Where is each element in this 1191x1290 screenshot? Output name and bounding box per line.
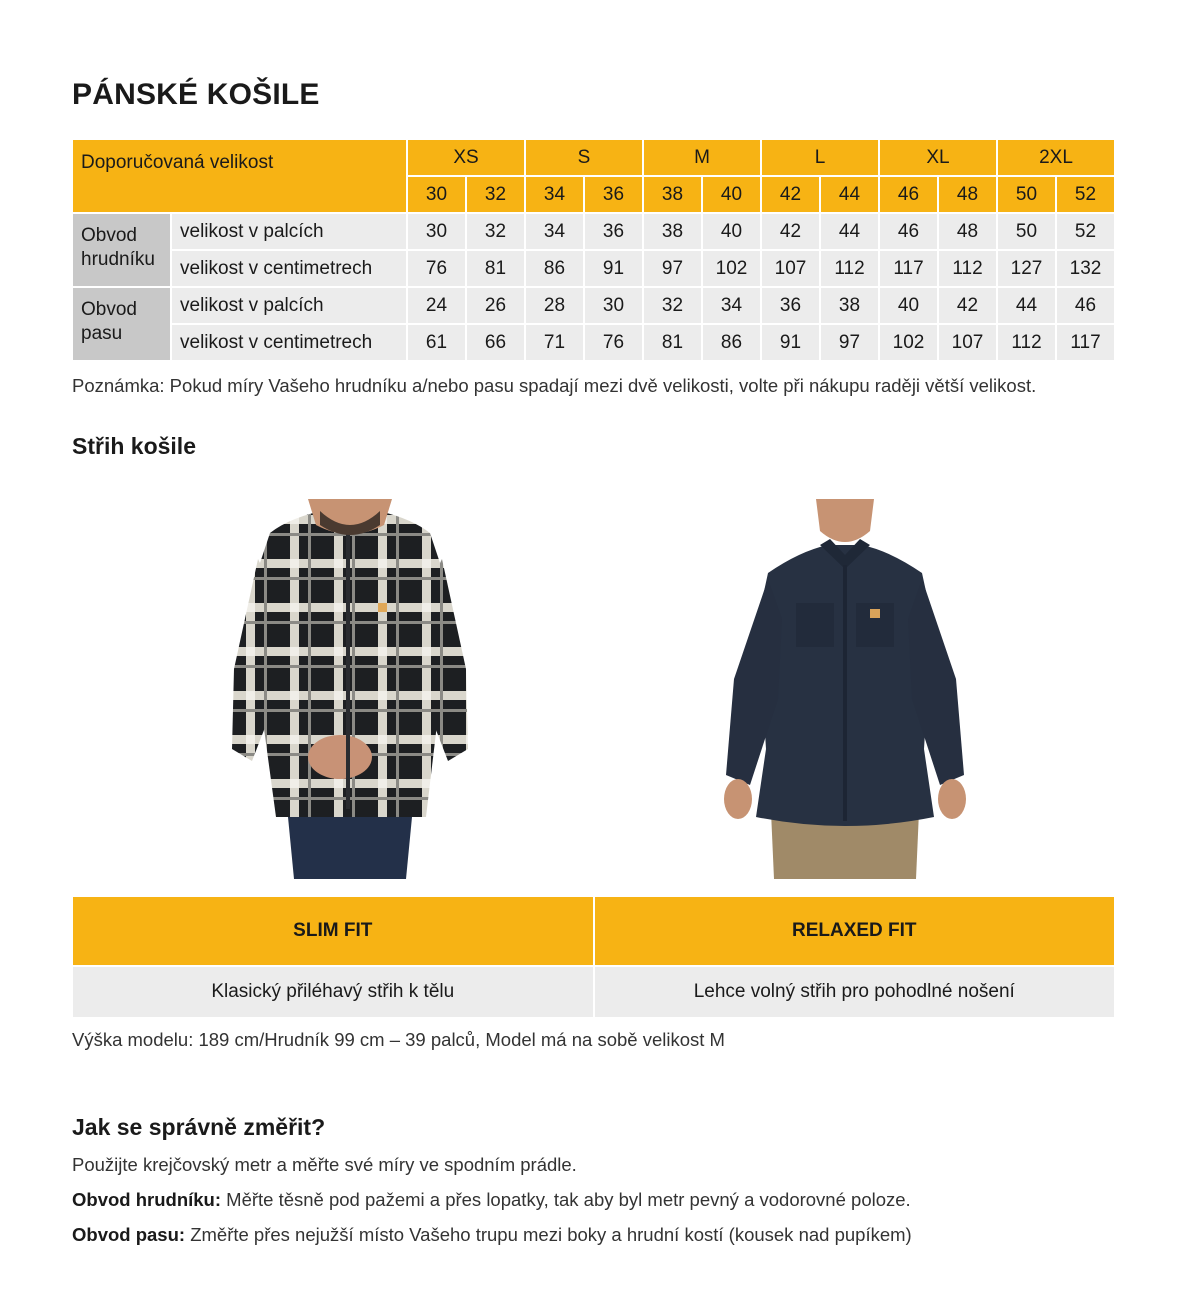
- table-cell: 28: [526, 288, 583, 323]
- recommended-size-label: Doporučovaná velikost: [73, 140, 406, 212]
- size-number: 36: [585, 177, 642, 212]
- table-cell: 102: [703, 251, 760, 286]
- page-title: PÁNSKÉ KOŠILE: [72, 78, 320, 111]
- table-cell: 86: [703, 325, 760, 360]
- size-table: [71, 138, 1116, 362]
- size-group-xs: XS: [408, 140, 524, 175]
- table-cell: 102: [880, 325, 937, 360]
- measure-chest-text: Měřte těsně pod pažemi a přes lopatky, tak aby byl metr pevný a vodorovné poloze.: [226, 1189, 911, 1210]
- table-cell: 30: [585, 288, 642, 323]
- size-group-xl: XL: [880, 140, 996, 175]
- size-group-s: S: [526, 140, 642, 175]
- table-row: [73, 251, 1114, 286]
- table-cell: 107: [762, 251, 819, 286]
- table-cell: 32: [467, 214, 524, 249]
- table-cell: 61: [408, 325, 465, 360]
- table-cell: 38: [821, 288, 878, 323]
- row-label-chest: Obvod hrudníku: [73, 214, 170, 286]
- size-note: Poznámka: Pokud míry Vašeho hrudníku a/nebo pasu spadají mezi dvě velikosti, volte při nákupu raději větší velikost.: [72, 375, 1037, 396]
- fit-description-relaxed: Lehce volný střih pro pohodlné nošení: [595, 967, 1115, 1017]
- size-number: 32: [467, 177, 524, 212]
- table-cell: 81: [467, 251, 524, 286]
- table-cell: 97: [821, 325, 878, 360]
- size-group-2xl: 2XL: [998, 140, 1114, 175]
- measure-title: Jak se správně změřit?: [72, 1114, 326, 1140]
- table-cell: 91: [762, 325, 819, 360]
- table-cell: 132: [1057, 251, 1114, 286]
- unit-label: velikost v centimetrech: [172, 251, 406, 286]
- table-cell: 34: [526, 214, 583, 249]
- table-cell: 117: [880, 251, 937, 286]
- table-cell: 52: [1057, 214, 1114, 249]
- size-number: 52: [1057, 177, 1114, 212]
- table-cell: 36: [585, 214, 642, 249]
- fit-table: [71, 895, 1116, 1019]
- size-group-l: L: [762, 140, 878, 175]
- size-number: 42: [762, 177, 819, 212]
- row-label-waist: Obvod pasu: [73, 288, 170, 360]
- size-number: 40: [703, 177, 760, 212]
- table-cell: 81: [644, 325, 701, 360]
- table-cell: 32: [644, 288, 701, 323]
- table-cell: 107: [939, 325, 996, 360]
- size-number: 30: [408, 177, 465, 212]
- table-cell: 44: [821, 214, 878, 249]
- table-cell: 76: [585, 325, 642, 360]
- measure-waist-label: Obvod pasu:: [72, 1224, 186, 1245]
- table-cell: 30: [408, 214, 465, 249]
- table-cell: 86: [526, 251, 583, 286]
- table-cell: 40: [703, 214, 760, 249]
- table-cell: 112: [821, 251, 878, 286]
- table-cell: 46: [880, 214, 937, 249]
- table-cell: 76: [408, 251, 465, 286]
- size-number: 46: [880, 177, 937, 212]
- unit-label: velikost v centimetrech: [172, 325, 406, 360]
- table-cell: 38: [644, 214, 701, 249]
- table-cell: 112: [939, 251, 996, 286]
- measure-chest: [72, 1189, 911, 1211]
- table-cell: 127: [998, 251, 1055, 286]
- size-number: 34: [526, 177, 583, 212]
- fit-name-slim: SLIM FIT: [73, 897, 593, 965]
- fit-name-relaxed: RELAXED FIT: [595, 897, 1115, 965]
- table-cell: 24: [408, 288, 465, 323]
- table-cell: 91: [585, 251, 642, 286]
- relaxed-fit-model-image: [720, 499, 970, 879]
- table-cell: 34: [703, 288, 760, 323]
- size-number: 38: [644, 177, 701, 212]
- measure-intro: Použijte krejčovský metr a měřte své míry ve spodním prádle.: [72, 1154, 577, 1175]
- table-cell: 50: [998, 214, 1055, 249]
- table-row: [73, 325, 1114, 360]
- size-number: 44: [821, 177, 878, 212]
- fit-description-slim: Klasický přiléhavý střih k tělu: [73, 967, 593, 1017]
- table-row: [73, 288, 1114, 323]
- measure-chest-label: Obvod hrudníku:: [72, 1189, 222, 1210]
- measure-waist-text: Změřte přes nejužší místo Vašeho trupu mezi boky a hrudní kostí (kousek nad pupíkem): [190, 1224, 912, 1245]
- unit-label: velikost v palcích: [172, 214, 406, 249]
- table-cell: 117: [1057, 325, 1114, 360]
- table-cell: 42: [762, 214, 819, 249]
- table-cell: 42: [939, 288, 996, 323]
- table-cell: 71: [526, 325, 583, 360]
- slim-fit-model-image: [230, 499, 470, 879]
- table-cell: 40: [880, 288, 937, 323]
- table-row: [73, 214, 1114, 249]
- fit-section-title: Střih košile: [72, 433, 196, 459]
- table-cell: 48: [939, 214, 996, 249]
- table-cell: 66: [467, 325, 524, 360]
- size-number: 50: [998, 177, 1055, 212]
- size-group-m: M: [644, 140, 760, 175]
- table-cell: 36: [762, 288, 819, 323]
- table-cell: 97: [644, 251, 701, 286]
- size-number: 48: [939, 177, 996, 212]
- model-info: Výška modelu: 189 cm/Hrudník 99 cm – 39 palců, Model má na sobě velikost M: [72, 1029, 725, 1050]
- unit-label: velikost v palcích: [172, 288, 406, 323]
- measure-waist: [72, 1224, 912, 1246]
- table-cell: 26: [467, 288, 524, 323]
- table-cell: 46: [1057, 288, 1114, 323]
- table-cell: 112: [998, 325, 1055, 360]
- table-cell: 44: [998, 288, 1055, 323]
